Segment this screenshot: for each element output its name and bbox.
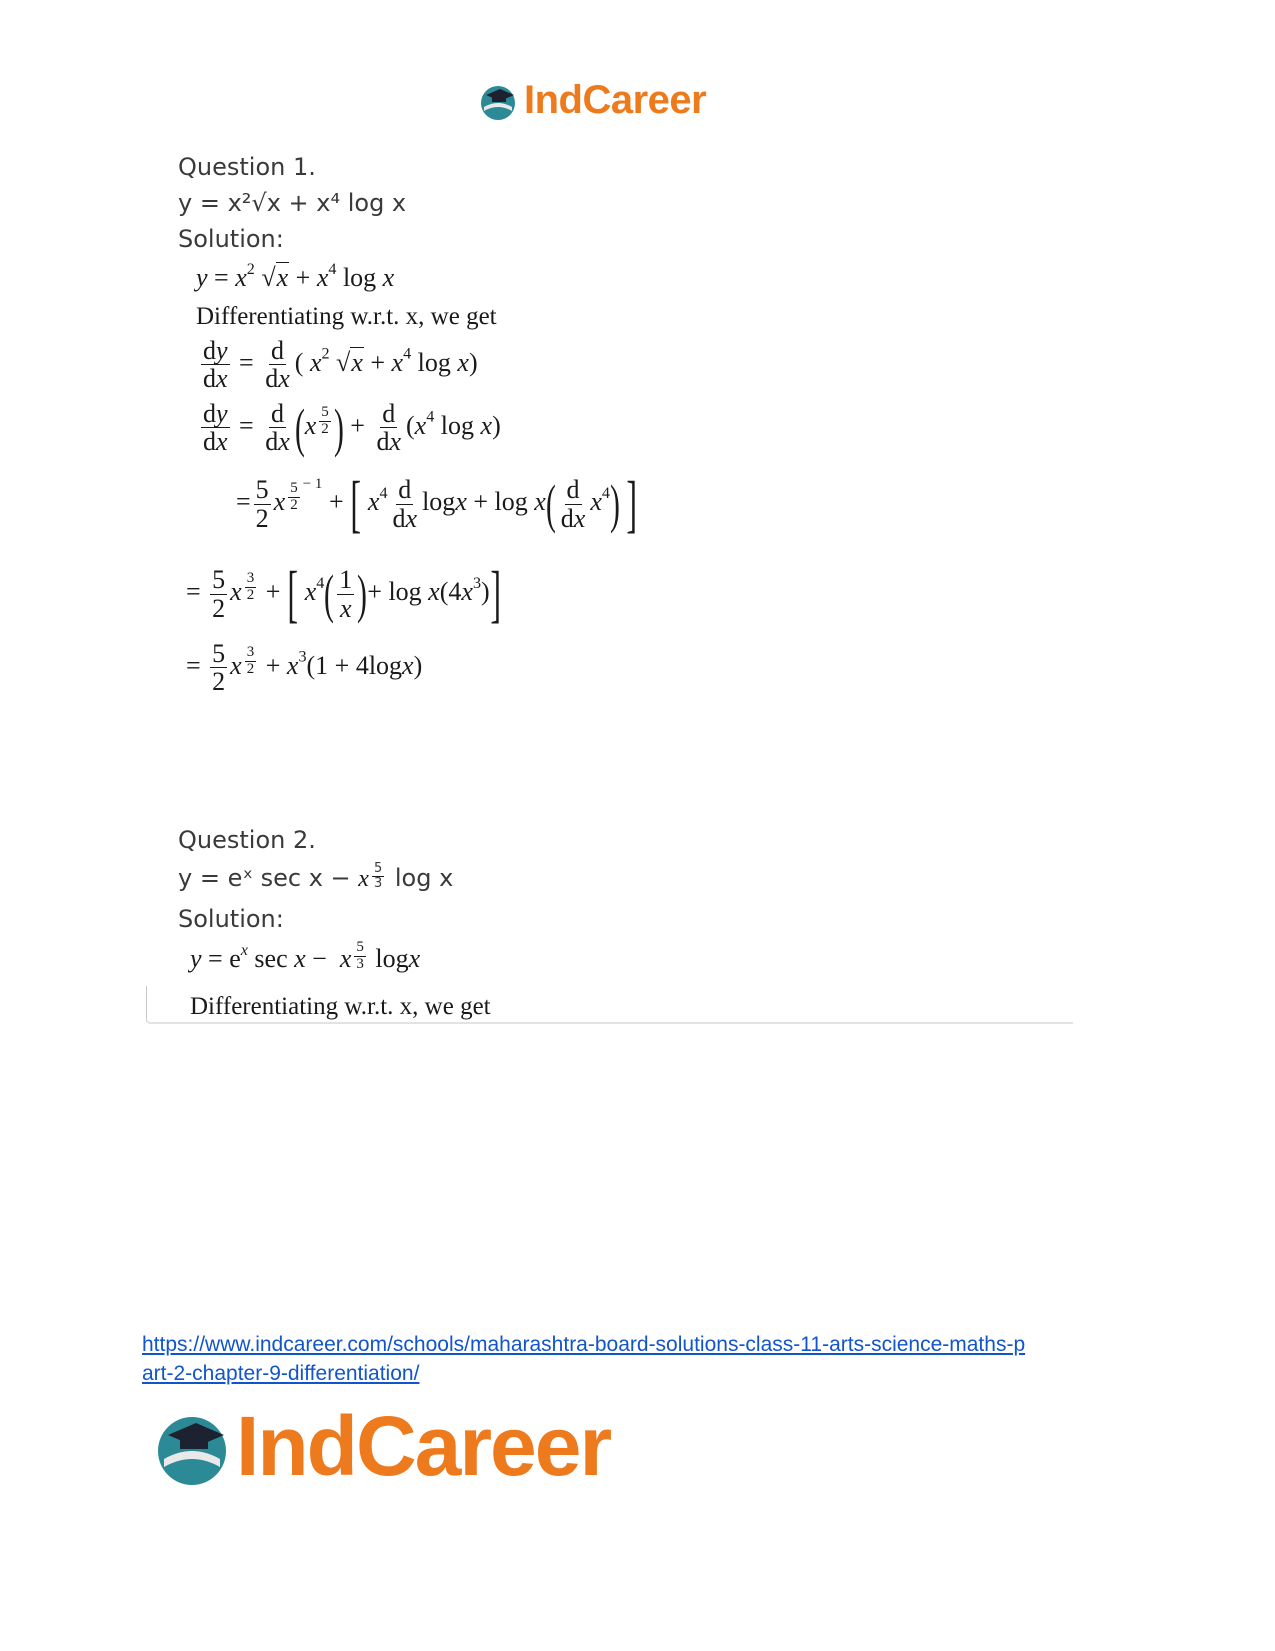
q2-solution-label: Solution: [178, 905, 284, 933]
q1-diff-text: Differentiating w.r.t. x, we get [196, 303, 497, 330]
q1-math-step3: = $\frac{5}{2}$ x $\frac{5}{2}$ $^{- 1}$ + [ $x^4$ $\frac{d}{dx}$ logx + log x( $\frac{d}{dx}$ $x^4$) ] [236, 468, 638, 539]
q1-math-step2: $\frac{dy}{dx}$ = $\frac{d}{dx}$ (x $\frac{5}{2}$ ) + $\frac{d}{dx}$ ($x^4$ log x) [203, 397, 501, 458]
q1-solution-label: Solution: [178, 225, 284, 253]
q2-statement: y = eˣ sec x − x $\frac{5}{3}$ log x [178, 861, 454, 892]
footer-brand-text: IndCareer [236, 1399, 611, 1493]
q1-math-restate: $y = x^2$ $√x + x^4$ log x [196, 260, 395, 292]
source-link[interactable] [142, 1330, 1025, 1388]
source-link-line2: art-2-chapter-9-differentiation/ [142, 1362, 420, 1385]
q1-title: Question 1. [178, 153, 316, 181]
source-link-line1: https://www.indcareer.com/schools/maharashtra-board-solutions-class-11-arts-science-maths-p [142, 1333, 1026, 1356]
q2-title: Question 2. [178, 826, 316, 854]
footer-logo [152, 1398, 610, 1495]
q1-math-step4: = $\frac{5}{2}$ x $\frac{3}{2}$ + [ $x^4$( $\frac{1}{x}$ )+ $\log x(4x^3)$] [186, 558, 501, 629]
q2-math-restate: $y = e^x$ sec x − x $\frac{5}{3}$ logx [190, 939, 421, 973]
q2-diff-text: Differentiating w.r.t. x, we get [190, 993, 491, 1020]
graduation-cap-globe-icon [152, 1407, 232, 1487]
q1-math-final: = $\frac{5}{2}$ x $\frac{3}{2}$ + $x^3(1 + 4\log x)$ [186, 639, 423, 697]
q2-statement-suffix: log x [387, 864, 454, 892]
header-logo [478, 78, 706, 123]
q2-statement-prefix: y = eˣ sec x − [178, 864, 359, 892]
q1-math-step1: $\frac{dy}{dx}$ = $\frac{d}{dx}$ ( $x^2$ $√x + x^4$ log x) [203, 336, 478, 394]
q1-statement: y = x²√x + x⁴ log x [178, 189, 407, 217]
graduation-cap-globe-icon [478, 81, 518, 121]
header-brand-text: IndCareer [524, 78, 707, 122]
